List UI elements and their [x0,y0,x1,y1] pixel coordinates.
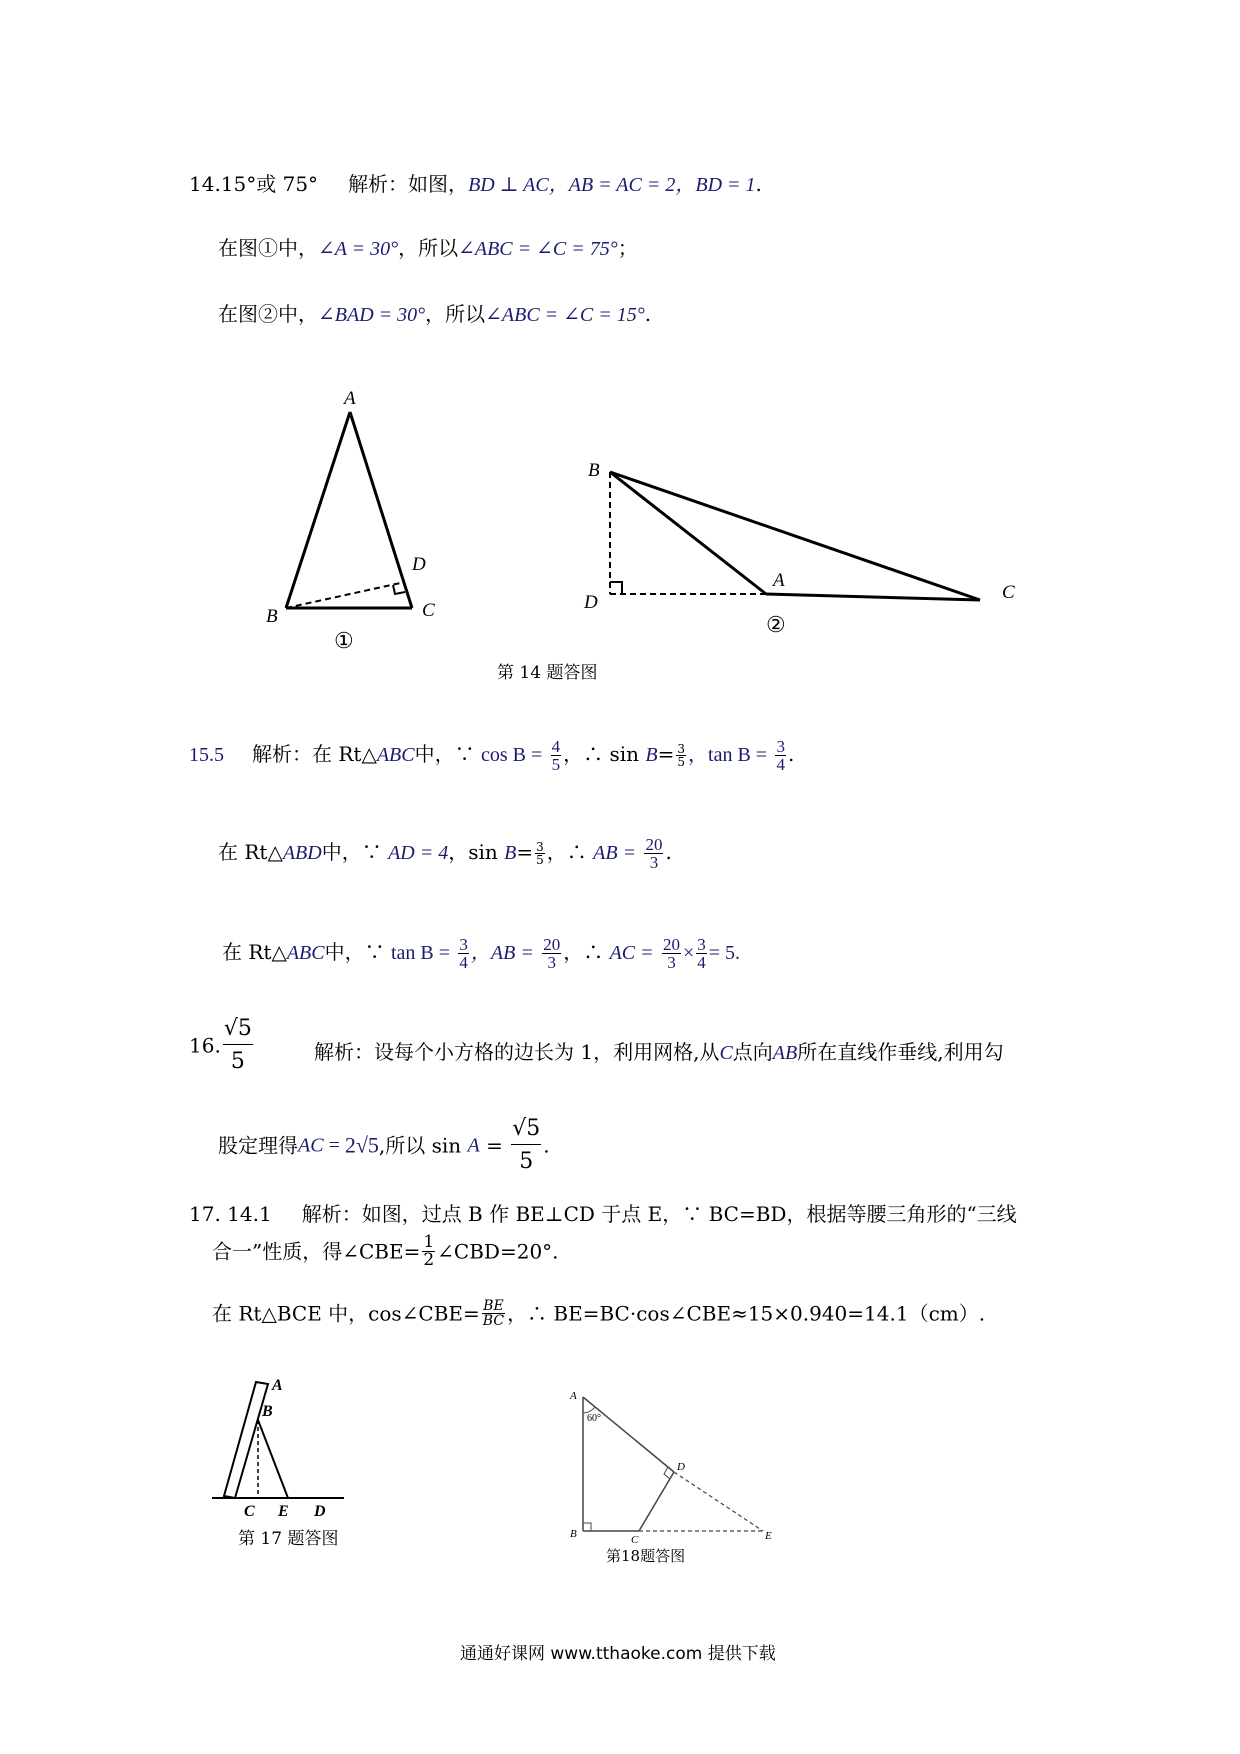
fig18-extension-de [674,1472,763,1531]
fig17-label-c: C [244,1503,255,1518]
q15-fraction-20-3 [644,836,663,871]
q17-line-3 [212,1298,985,1328]
q15-l3-tan: tan B = [390,942,451,964]
q15-f203-numerator: 20 [645,835,663,854]
fig2-side-bc [610,472,980,600]
fig2-right-angle-mark [610,582,622,594]
q16-line-2 [218,1118,550,1173]
q15-l2-ab: AB = [593,842,637,864]
fig17-segment-bd [258,1420,288,1498]
fig18-right-angle-b [583,1523,591,1531]
q15-f34-denominator: 4 [776,755,785,774]
q15-l2-fraction-3-5 [535,841,545,866]
q15-l2-mid: 中，∵ [321,840,389,864]
q14-intro: 解析：如图， [348,172,469,196]
q16-l2-numerator: √5 [511,1118,541,1145]
fig18-label-b: B [570,1528,577,1540]
q15-line-3 [222,936,740,971]
q15-l2-sin: ，sin [448,840,505,864]
fig1-side-ab [286,412,350,608]
q15-fraction-3-5 [676,743,686,768]
q17-l2-pre: 合一”性质，得∠CBE= [212,1239,421,1264]
fig1-marker: ① [334,628,354,653]
q17-half-denominator: 2 [423,1250,435,1270]
q14-line2-angle-abc: ∠ABC = ∠C = 15° [485,304,645,326]
q17-half-fraction [422,1234,435,1269]
fig17-label-a: A [272,1377,283,1394]
q16-l1-a: 解析：设每个小方格的边长为 1，利用网格,从 [314,1040,720,1064]
q15-l2-b: B [504,842,517,864]
fig1-right-angle-mark [393,585,405,594]
q17-be-bc-fraction [482,1299,505,1328]
q14-line2-end: . [644,302,652,326]
q14-line1-angle-abc: ∠ABC = ∠C = 75° [458,238,618,260]
fig1-label-b: B [266,606,278,627]
fig2-label-b: B [588,460,600,481]
q15-fraction-3-4 [775,738,786,773]
fig17-label-d: D [314,1503,326,1518]
q17-be-numerator: BE [483,1298,504,1314]
q15-l3-triangle: ABC [286,942,325,964]
q15-f203-denominator: 3 [649,853,659,872]
q14-line1-angle-a: ∠A = 30° [318,238,399,260]
q15-line-1 [189,738,794,773]
q15-l3-prefix: 在 Rt△ [222,940,287,964]
q15-l2-therefore: ，∴ [546,840,594,864]
q14-line1-mid: ，所以 [398,236,459,260]
fig17-label-b: B [262,1403,273,1420]
q16-l2-eq: = [323,1134,345,1157]
q15-l3-f203-numerator-a: 20 [543,935,561,954]
q14-figure-2 [570,450,1030,650]
q14-line2-mid: ，所以 [425,302,486,326]
q15-l3-ac: AC = [609,942,654,964]
q14-condition: BD ⊥ AC，AB = AC = 2，BD = 1 [468,174,756,196]
q15-f35-numerator: 3 [677,742,686,756]
q18-figure [565,1385,790,1545]
q15-l2-eq: = [516,840,534,864]
fig2-label-a: A [773,570,785,591]
q17-caption: 第 17 题答图 [238,1529,339,1549]
q17-half-numerator: 1 [423,1232,435,1252]
q14-line1-end: ； [617,236,638,260]
q15-f45-numerator: 4 [551,737,561,756]
q15-l3-fraction-20-3 [542,936,561,971]
q15-l3-f203-denominator-b: 3 [667,953,676,972]
q16-number: 16. [189,1033,221,1058]
q16-l1-b: 点向 [732,1040,773,1064]
q16-line-1-text [314,1038,1004,1067]
q16-answer-fraction [223,1018,253,1073]
q17-line-1 [189,1200,1017,1228]
q15-l3-f34-denominator: 4 [459,953,468,972]
fig2-label-d: D [584,592,598,613]
q16-l1-c: C [719,1042,733,1064]
fig2-side-ba [610,472,766,594]
q17-figure [210,1368,360,1518]
q15-l1-tan: ，tan B = [688,744,768,766]
fig2-marker: ② [766,612,786,637]
q16-l2-denominator: 5 [519,1149,534,1174]
fig2-side-ac [766,594,980,600]
fig1-side-ac [350,412,412,608]
q17-bc-denominator: BC [482,1313,505,1329]
fig17-label-e: E [278,1503,289,1518]
q15-l3-fraction-20-3-b [662,936,681,971]
q14-figure-1 [250,380,450,660]
q15-l2-f35-denominator: 5 [536,853,544,867]
q14-line1-prefix: 在图①中， [218,236,318,260]
fig17-ruler [224,1382,268,1498]
q15-l3-f34-numerator-b: 3 [697,935,706,954]
q16-l2-ac: AC [298,1134,324,1157]
q15-l3-fraction-3-4-b [696,936,707,971]
fig18-label-a: A [570,1390,577,1402]
fig18-label-c: C [631,1534,639,1545]
q15-f35-denominator: 5 [677,755,686,769]
q15-fraction-4-5 [551,738,562,773]
q15-l1-b: B [645,744,658,766]
q15-l3-therefore: ，∴ [563,940,610,964]
q15-l3-ab: ，AB = [470,942,534,964]
q15-l3-mid: 中，∵ [324,940,391,964]
q16-answer-numerator: √5 [223,1018,253,1045]
q16-l2-b: ,所以 sin [378,1133,468,1158]
page-footer: 通通好课网 www.tthaoke.com 提供下载 [460,1644,776,1664]
q15-f45-denominator: 5 [551,755,561,774]
q18-caption: 第18题答图 [606,1547,686,1565]
q15-line-2 [218,836,672,871]
q17-line-2 [212,1234,559,1269]
q14-caption: 第 14 题答图 [497,663,598,683]
q16-answer-denominator: 5 [230,1049,245,1074]
fig1-label-c: C [422,600,435,621]
q15-l1-therefore: ，∴ sin [563,742,646,766]
q17-l3-post: ，∴ BE=BC·cos∠CBE≈15×0.940=14.1（cm）. [507,1301,986,1326]
q14-number: 14.15°或 75° [189,172,319,196]
q16-l2-end: . [543,1133,550,1158]
q16-l2-a: 股定理得 [218,1133,298,1158]
q14-line-answer: 14.15°或 75° 解析：如图，BD ⊥ AC，AB = AC = 2，BD = 1. [189,172,762,196]
fig2-label-c: C [1002,582,1015,603]
q16-line-1 [189,1018,255,1073]
q15-l2-triangle: ABD [282,842,322,864]
q15-l3-f34-denominator-b: 4 [697,953,706,972]
q15-l1-prefix: 解析：在 Rt△ [252,742,377,766]
q17-l3-pre: 在 Rt△BCE 中，cos∠CBE= [212,1301,480,1326]
fig1-label-d: D [412,554,426,575]
q15-l3-f203-numerator-b: 20 [662,935,680,954]
q15-l1-cos: cos B = [480,744,543,766]
q15-l1-mid: 中，∵ [414,742,481,766]
q16-l2-fraction [511,1118,541,1173]
q17-l1: 解析：如图，过点 B 作 BE⊥CD 于点 E，∵ BC=BD，根据等腰三角形的“三线 [301,1202,1017,1226]
fig18-side-cd [639,1472,674,1531]
q15-l3-fraction-3-4 [458,936,469,971]
q15-l3-f203-denominator-a: 3 [547,953,556,972]
q15-l3-times: × [682,942,695,964]
q14-line-fig1 [218,234,638,263]
q15-l2-ad: AD = 4 [388,842,449,864]
q15-l2-f35-numerator: 3 [536,840,544,854]
q17-number: 17. 14.1 [189,1202,272,1226]
fig1-label-a: A [344,388,356,409]
q16-l1-ab: AB [772,1042,798,1064]
q15-l1-dot: . [787,742,795,766]
q16-l2-a-italic: A [467,1134,480,1157]
q15-l2-prefix: 在 Rt△ [218,840,283,864]
q16-l1-c2: 所在直线作垂线,利用勾 [797,1040,1004,1064]
fig18-angle-label: 60° [587,1413,601,1424]
q15-l2-dot: . [665,840,672,864]
q15-l1-triangle: ABC [376,744,415,766]
q14-line-fig2 [218,300,651,329]
q15-l3-f34-numerator: 3 [459,935,468,954]
fig1-altitude-bd [286,582,405,608]
q16-l2-value: 2√5 [344,1132,379,1158]
fig18-label-e: E [765,1530,772,1542]
q15-l3-result: = 5. [708,942,741,964]
q16-l2-eq2: = [479,1133,510,1158]
q14-line2-angle-bad: ∠BAD = 30° [318,304,426,326]
q15-f34-numerator: 3 [776,737,785,756]
q15-l1-eq: = [657,742,675,766]
q17-l2-post: ∠CBD=20°. [437,1239,559,1264]
fig18-side-ad [583,1397,674,1472]
q14-line2-prefix: 在图②中， [218,302,318,326]
fig18-label-d: D [677,1461,685,1473]
q15-number: 15.5 [189,744,224,766]
